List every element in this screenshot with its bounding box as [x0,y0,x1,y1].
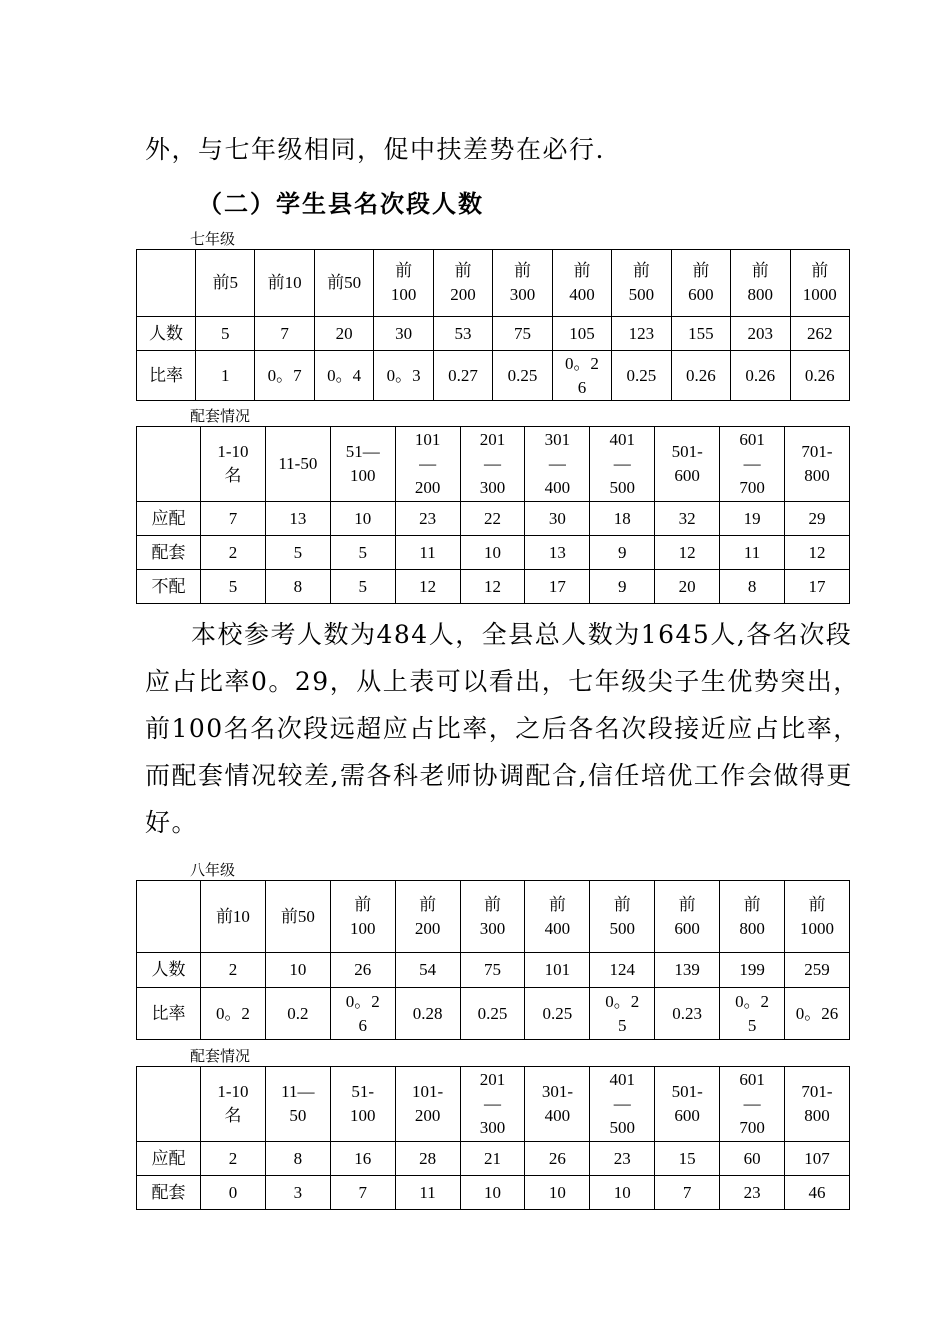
table-cell: 0.26 [731,351,790,401]
table-cell: 29 [785,502,850,536]
table-row [137,351,850,401]
row-label-cell: 比率 [137,988,201,1040]
row-label-cell: 不配 [137,570,201,604]
table-cell: 前 1000 [785,881,850,953]
table-cell: 0 [201,1176,266,1210]
row-label-cell: 比率 [137,351,196,401]
table-cell: 前 1000 [790,250,849,317]
table-cell: 15 [655,1142,720,1176]
table-cell: 201 — 300 [460,1067,525,1142]
table-row [137,570,850,604]
paragraph-line: 前100名名次段远超应占比率，之后各名次段接近应占比率， [145,714,860,743]
table-cell: 0。7 [255,351,314,401]
table-cell: 7 [330,1176,395,1210]
table-cell: 30 [525,502,590,536]
caption-grade8: 八年级 [190,861,236,879]
table-cell: 101 [525,953,590,988]
table-cell: 前 800 [720,881,785,953]
table-cell: 101 — 200 [395,427,460,502]
analysis-paragraph [145,611,865,846]
table-cell: 0。2 5 [720,988,785,1040]
paragraph-line: 应占比率0。29，从上表可以看出，七年级尖子生优势突出， [145,667,860,696]
table-cell: 7 [655,1176,720,1210]
table-cell: 0.25 [493,351,552,401]
table-cell: 203 [731,317,790,351]
table-cell: 0.23 [655,988,720,1040]
table-cell: 53 [433,317,492,351]
section-heading: （二）学生县名次段人数 [198,190,484,218]
table-cell: 前 300 [493,250,552,317]
table-row [137,536,850,570]
row-label-cell: 人数 [137,317,196,351]
table-cell: 23 [590,1142,655,1176]
table-cell: 20 [655,570,720,604]
table-cell: 501- 600 [655,1067,720,1142]
table-cell: 10 [460,536,525,570]
table-cell: 21 [460,1142,525,1176]
row-label-cell: 配套 [137,536,201,570]
table-cell: 199 [720,953,785,988]
table-cell: 12 [395,570,460,604]
table-cell: 262 [790,317,849,351]
table-cell: 16 [330,1142,395,1176]
table-cell: 75 [493,317,552,351]
table-grade7-rank [136,249,850,401]
table-grade8-rank [136,880,850,1040]
table-cell: 22 [460,502,525,536]
table-cell: 0.28 [395,988,460,1040]
table-cell: 前50 [314,250,373,317]
table-cell: 18 [590,502,655,536]
table-cell: 11 [395,1176,460,1210]
table-cell: 51- 100 [330,1067,395,1142]
table-cell: 8 [720,570,785,604]
table-cell: 9 [590,536,655,570]
table-cell: 前5 [196,250,255,317]
table-cell: 75 [460,953,525,988]
table-cell: 701- 800 [785,427,850,502]
table-cell: 0。26 [785,988,850,1040]
table-cell: 0。2 6 [330,988,395,1040]
table-cell: 10 [590,1176,655,1210]
table-cell: 2 [201,536,266,570]
table-cell: 0.27 [433,351,492,401]
table-cell: 26 [525,1142,590,1176]
table-header-row [137,1067,850,1142]
table-row [137,1142,850,1176]
table-cell: 101- 200 [395,1067,460,1142]
table-cell: 0.2 [265,988,330,1040]
table-cell: 11-50 [265,427,330,502]
table-header-row [137,250,850,317]
caption-grade7-match: 配套情况 [190,407,251,425]
table-grade8-match [136,1066,850,1210]
table-cell: 107 [785,1142,850,1176]
table-cell: 前 300 [460,881,525,953]
table-cell: 54 [395,953,460,988]
table-cell: 105 [552,317,611,351]
table-cell: 0.26 [790,351,849,401]
table-header-row [137,427,850,502]
table-cell: 5 [201,570,266,604]
table-cell: 17 [525,570,590,604]
table-cell: 前 200 [395,881,460,953]
table-cell: 0.25 [525,988,590,1040]
row-label-cell [137,427,201,502]
table-cell: 123 [612,317,671,351]
table-cell: 19 [720,502,785,536]
table-cell: 3 [265,1176,330,1210]
table-cell: 32 [655,502,720,536]
table-cell: 2 [201,953,266,988]
row-label-cell [137,881,201,953]
row-label-cell: 应配 [137,502,201,536]
table-cell: 8 [265,570,330,604]
table-cell: 17 [785,570,850,604]
table-cell: 401 — 500 [590,1067,655,1142]
row-label-cell: 人数 [137,953,201,988]
paragraph-line: 好。 [145,808,199,837]
table-cell: 46 [785,1176,850,1210]
table-cell: 0。4 [314,351,373,401]
table-cell: 前10 [255,250,314,317]
table-cell: 前 800 [731,250,790,317]
table-grade7-match [136,426,850,604]
caption-grade8-match: 配套情况 [190,1047,251,1065]
table-cell: 前 500 [590,881,655,953]
table-cell: 5 [265,536,330,570]
table-cell: 5 [330,570,395,604]
paragraph-line: 而配套情况较差,需各科老师协调配合,信任培优工作会做得更 [145,761,853,790]
table-cell: 前 100 [374,250,433,317]
table-cell: 11— 50 [265,1067,330,1142]
table-cell: 10 [460,1176,525,1210]
table-cell: 20 [314,317,373,351]
table-cell: 0.25 [612,351,671,401]
row-label-cell [137,1067,201,1142]
table-cell: 前 100 [330,881,395,953]
table-cell: 7 [255,317,314,351]
table-cell: 0。2 [201,988,266,1040]
table-cell: 8 [265,1142,330,1176]
table-row [137,502,850,536]
table-cell: 1-10 名 [201,1067,266,1142]
paragraph-line: 本校参考人数为484人，全县总人数为1645人,各名次段 [191,620,853,649]
table-row [137,988,850,1040]
table-cell: 11 [395,536,460,570]
table-cell: 30 [374,317,433,351]
table-cell: 124 [590,953,655,988]
table-cell: 0.26 [671,351,730,401]
table-cell: 5 [196,317,255,351]
table-cell: 155 [671,317,730,351]
table-row [137,317,850,351]
table-cell: 5 [330,536,395,570]
table-row [137,1176,850,1210]
table-header-row [137,881,850,953]
table-cell: 501- 600 [655,427,720,502]
table-cell: 前 600 [671,250,730,317]
table-cell: 301- 400 [525,1067,590,1142]
table-cell: 2 [201,1142,266,1176]
table-cell: 10 [265,953,330,988]
caption-grade7: 七年级 [190,230,236,248]
table-cell: 0.25 [460,988,525,1040]
table-cell: 601 — 700 [720,427,785,502]
table-row [137,953,850,988]
table-cell: 701- 800 [785,1067,850,1142]
table-cell: 9 [590,570,655,604]
table-cell: 28 [395,1142,460,1176]
table-cell: 139 [655,953,720,988]
table-cell: 1 [196,351,255,401]
table-cell: 前 400 [552,250,611,317]
table-cell: 11 [720,536,785,570]
table-cell: 0。2 6 [552,351,611,401]
table-cell: 前 500 [612,250,671,317]
table-cell: 60 [720,1142,785,1176]
table-cell: 12 [785,536,850,570]
table-cell: 259 [785,953,850,988]
paragraph-continuation: 外，与七年级相同，促中扶差势在必行. [145,135,605,164]
table-cell: 601 — 700 [720,1067,785,1142]
table-cell: 12 [460,570,525,604]
table-cell: 23 [720,1176,785,1210]
table-cell: 前 400 [525,881,590,953]
table-cell: 0。2 5 [590,988,655,1040]
table-cell: 10 [330,502,395,536]
row-label-cell: 应配 [137,1142,201,1176]
table-cell: 1-10 名 [201,427,266,502]
table-cell: 201 — 300 [460,427,525,502]
table-cell: 26 [330,953,395,988]
row-label-cell: 配套 [137,1176,201,1210]
row-label-cell [137,250,196,317]
table-cell: 前10 [201,881,266,953]
table-cell: 401 — 500 [590,427,655,502]
table-cell: 23 [395,502,460,536]
table-cell: 13 [265,502,330,536]
table-cell: 前50 [265,881,330,953]
table-cell: 51— 100 [330,427,395,502]
table-cell: 7 [201,502,266,536]
table-cell: 前 200 [433,250,492,317]
table-cell: 前 600 [655,881,720,953]
table-cell: 0。3 [374,351,433,401]
table-cell: 301 — 400 [525,427,590,502]
table-cell: 12 [655,536,720,570]
table-cell: 13 [525,536,590,570]
table-cell: 10 [525,1176,590,1210]
